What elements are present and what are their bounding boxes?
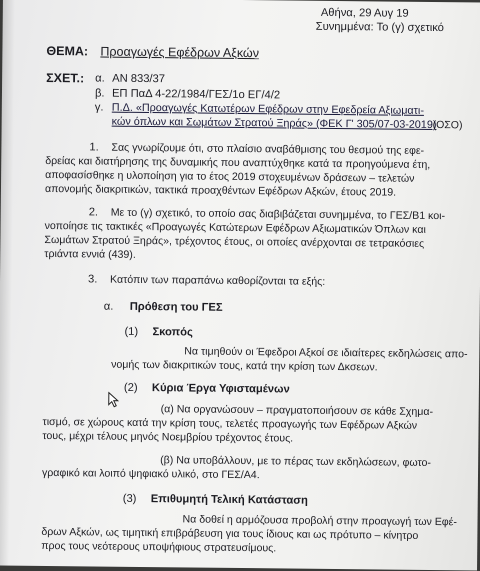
s3-line: προς τους νεότερους υποψήφιους στρατευσίμους.	[41, 539, 277, 555]
p2-line: Σωμάτων Στρατού Ξηράς», τρέχοντος έτους, οι οποίες ανέρχονται σε τετρακόσιες	[44, 233, 425, 250]
p2-number: 2.	[88, 206, 99, 219]
p3-number: 3.	[87, 273, 98, 286]
s1-line: νομής των διακριτικών τους, κατά την κρίση των Δκσεων.	[111, 358, 378, 374]
ref-c-line1: Π.Δ. «Προαγωγές Κατωτέρων Εφέδρων στην Εφεδρεία Αξιωματι-	[111, 101, 425, 117]
p2-line: νοποίησε τις τακτικές «Προαγωγές Κατώτερων Εφέδρων Αξιωματικών Όπλων και	[44, 219, 426, 236]
s1-title: Σκοπός	[152, 326, 193, 339]
s2a-line: τους, μέχρι τέλους μηνός Νοεμβρίου τρέχοντος έτους.	[42, 429, 294, 445]
s1-line: Να τιμηθούν οι Έφεδροι Αξκοί σε ιδιαίτερες εκδηλώσεις απο-	[184, 345, 468, 361]
s3-title: Επιθυμητή Τελική Κατάσταση	[150, 493, 308, 507]
p3-text: Κατόπιν των παραπάνω καθορίζονται τα εξής:	[109, 273, 326, 288]
p1-number: 1.	[89, 141, 99, 154]
place-date: Αθήνα, 29 Αυγ 19	[320, 6, 409, 20]
s3-line: δρων Αξκών, ως τιμητική επιβράβευση για τους ίδιους και ως πρότυπο – κίνητρο	[41, 525, 419, 542]
ref-a-marker: α.	[95, 72, 105, 85]
p1-line: δρείας και διατήρησης της δυναμικής που αναπτύχθηκε κατά τα προηγούμενα έτη,	[45, 154, 431, 171]
subject-label: ΘΕΜΑ:	[46, 43, 89, 59]
p1-line: αποφασίσθηκε η υλοποίηση για το έτος 2019 στοχευμένων δράσεων – τελετών	[45, 168, 415, 185]
s2-marker: (2)	[123, 381, 138, 394]
section-a-title: Πρόθεση του ΓΕΣ	[129, 300, 223, 314]
s2b-line: γραφικό και λοιπό ψηφιακό υλικό, στο ΓΕΣ/Α4.	[41, 466, 260, 482]
s3-line: Να δοθεί η αρμόζουσα προβολή στην προαγωγή των Εφέ-	[182, 513, 458, 529]
ref-a-text: ΑΝ 833/37	[112, 72, 166, 86]
s2b-line: (β) Να υποβάλλουν, με το πέρας των εκδηλώσεων, φωτο-	[160, 454, 432, 470]
mouse-cursor-icon	[108, 392, 120, 408]
section-a-marker: α.	[103, 300, 114, 313]
p1-line: απονομής διακριτικών, τακτικά προαχθέντων Εφέδρων Αξκών, έτους 2019.	[44, 182, 397, 199]
p1-line: Σας γνωρίζουμε ότι, στο πλαίσιο αναβάθμισης του θεσμού της εφε-	[111, 141, 425, 157]
subject-text: Προαγωγές Εφέδρων Αξκών	[100, 44, 260, 61]
ref-c-marker: γ.	[94, 101, 104, 114]
p2-line: τριάντα εννιά (439).	[44, 247, 136, 261]
ref-b-text: ΕΠ ΠαΔ 4-22/1984/ΓΕΣ/1ο ΕΓ/4/2	[111, 87, 281, 102]
references-label: ΣΧΕΤ.:	[46, 70, 85, 86]
s1-marker: (1)	[124, 325, 139, 338]
s3-marker: (3)	[122, 492, 137, 505]
p2-line: Με το (γ) σχετικό, το οποίο σας διαβιβάζεται συνημμένα, το ΓΕΣ/Β1 κοι-	[110, 206, 446, 223]
ref-b-marker: β.	[94, 87, 105, 100]
s2a-line: τισμό, σε χώρους κατά την κρίση τους, τελετές προαγωγής των Εφέδρων Αξκών	[42, 415, 418, 432]
ref-c-suffix: (ΟΣΟ)	[432, 119, 463, 132]
s2-title: Κύρια Έργα Υφισταμένων	[151, 382, 290, 396]
attachments-note: Συνημμένα: Το (γ) σχετικό	[315, 20, 445, 35]
page-edge-shadow	[0, 0, 15, 566]
ref-c-line2: κών όπλων και Σωμάτων Στρατού Ξηράς» (ΦΕΚ Γ' 305/07-03-2019)	[111, 115, 437, 132]
s2a-line: (α) Να οργανώσουν – πραγματοποιήσουν σε κάθε Σχημα-	[160, 403, 434, 419]
